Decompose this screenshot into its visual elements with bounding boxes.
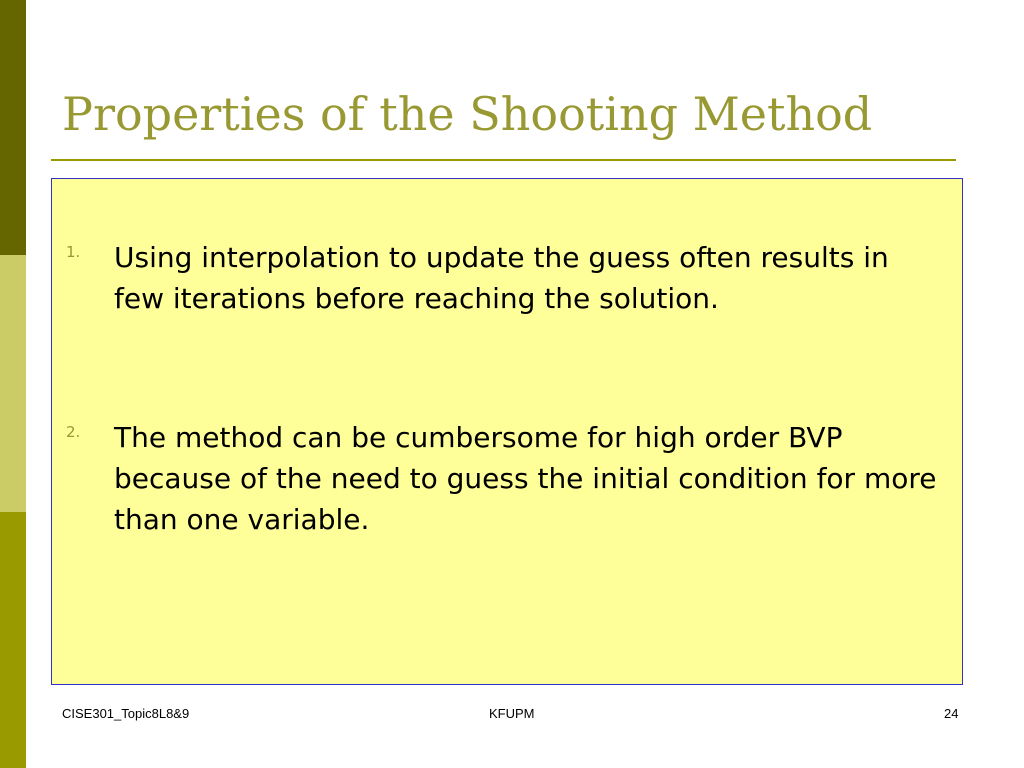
- slide-title: Properties of the Shooting Method: [62, 87, 873, 141]
- footer-course-code: CISE301_Topic8L8&9: [62, 706, 190, 721]
- footer-institution: KFUPM: [489, 706, 535, 721]
- title-divider: [51, 159, 956, 161]
- list-item-text: Using interpolation to update the guess often results in few iterations before reaching the solution.: [114, 241, 889, 315]
- sidebar-stripe-top: [0, 0, 26, 255]
- list-item-text: The method can be cumbersome for high order BVP because of the need to guess the initial condition for more than one variable.: [114, 421, 937, 536]
- list-item-number: 2.: [66, 423, 81, 441]
- footer-page-number: 24: [944, 706, 959, 721]
- sidebar-stripe-middle: [0, 255, 26, 512]
- list-item: [66, 237, 946, 319]
- list-item-number: 1.: [66, 243, 81, 261]
- sidebar-stripe-bottom: [0, 512, 26, 768]
- list-item: [66, 417, 946, 540]
- content-box: [51, 178, 963, 685]
